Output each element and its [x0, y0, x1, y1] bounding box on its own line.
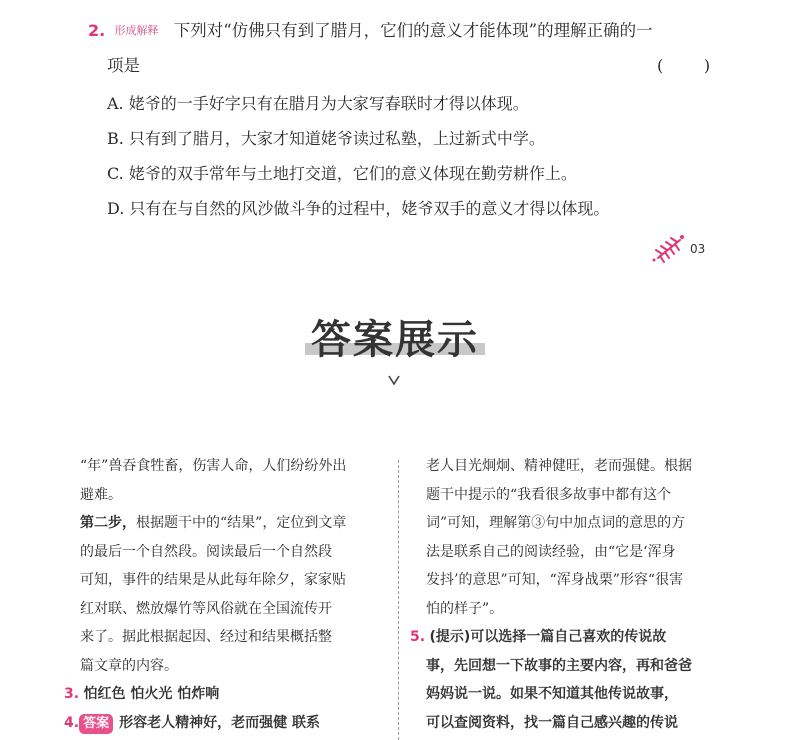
text-line: 篇文章的内容。 — [80, 657, 178, 674]
text-line: 老人目光炯炯、精神健旺，老而强健。根据 — [426, 458, 692, 474]
column-divider — [398, 460, 399, 740]
text-line: 妈妈说一说。如果不知道其他传说故事， — [426, 686, 678, 702]
step-label: 第二步， — [80, 515, 136, 531]
text-line: 可以查阅资料，找一篇自己感兴趣的传说 — [426, 714, 678, 731]
answer-4-number: 4. — [64, 714, 80, 731]
text-line: 红对联、燃放爆竹等风俗就在全国流传开 — [80, 600, 332, 617]
text-line: 词”可知，理解第③句中加点词的意思的方 — [426, 515, 686, 531]
answer-3-number: 3. — [64, 686, 80, 702]
answer-4 — [64, 709, 390, 738]
question-stem-text: 下列对“仿佛只有到了腊月，它们的意义才能体现”的理解正确的一 — [173, 21, 653, 40]
question-number: 2. — [88, 21, 106, 40]
answer-left-column — [64, 452, 390, 737]
option-a: A. 姥爷的一手好字只有在腊月为大家写春联时才得以体现。 — [107, 94, 529, 113]
text-line: 题干中提示的“我看很多故事中都有这个 — [426, 486, 672, 503]
page-number: 03 — [690, 242, 706, 256]
text-line: 怕的样子”。 — [426, 600, 504, 617]
question-2-stem-line2: 项是 — [107, 56, 140, 75]
question-2-stem-line1 — [88, 21, 653, 41]
question-tag: 形成解释 — [114, 24, 159, 37]
option-c: C. 姥爷的双手常年与土地打交道，它们的意义体现在勤劳耕作上。 — [107, 164, 577, 183]
answer-3-text: 怕红色 怕火光 怕炸响 — [83, 686, 220, 702]
text-line: 可知，事件的结果是从此每年除夕，家家贴 — [80, 572, 346, 588]
step-text: 根据题干中的“结果”，定位到文章 — [136, 515, 347, 531]
text-line: 来了。据此根据起因、经过和结果概括整 — [80, 629, 332, 645]
text-line: 事，先回想一下故事的主要内容，再和爸爸 — [426, 657, 692, 674]
answer-badge: 答案 — [79, 714, 113, 734]
step-two-line — [80, 509, 390, 538]
text-line: 的最后一个自然段。阅读最后一个自然段 — [80, 543, 332, 560]
answer-right-column — [410, 452, 740, 737]
answer-5-text: (提示)可以选择一篇自己喜欢的传说故 — [429, 629, 667, 645]
answer-3 — [64, 680, 390, 709]
chevron-down-icon — [384, 372, 404, 388]
section-title: 答案展示 — [311, 317, 479, 363]
answer-4-text: 形容老人精神好，老而强健 联系 — [119, 714, 320, 731]
text-line: 发抖’的意思”可知，“浑身战栗”形容“很害 — [426, 572, 684, 588]
text-line: 法是联系自己的阅读经验，由“它是‘浑身 — [426, 543, 676, 560]
text-line: 避难。 — [80, 486, 122, 503]
text-line: “年”兽吞食牲畜，伤害人命，人们纷纷外出 — [80, 458, 347, 474]
firecracker-icon — [650, 232, 688, 264]
answer-5-number: 5. — [410, 629, 426, 645]
answer-5 — [410, 623, 740, 652]
option-b: B. 只有到了腊月，大家才知道姥爷读过私塾，上过新式中学。 — [107, 129, 545, 148]
option-d: D. 只有在与自然的风沙做斗争的过程中，姥爷双手的意义才得以体现。 — [107, 199, 610, 218]
answer-parentheses: ( ) — [657, 56, 711, 75]
